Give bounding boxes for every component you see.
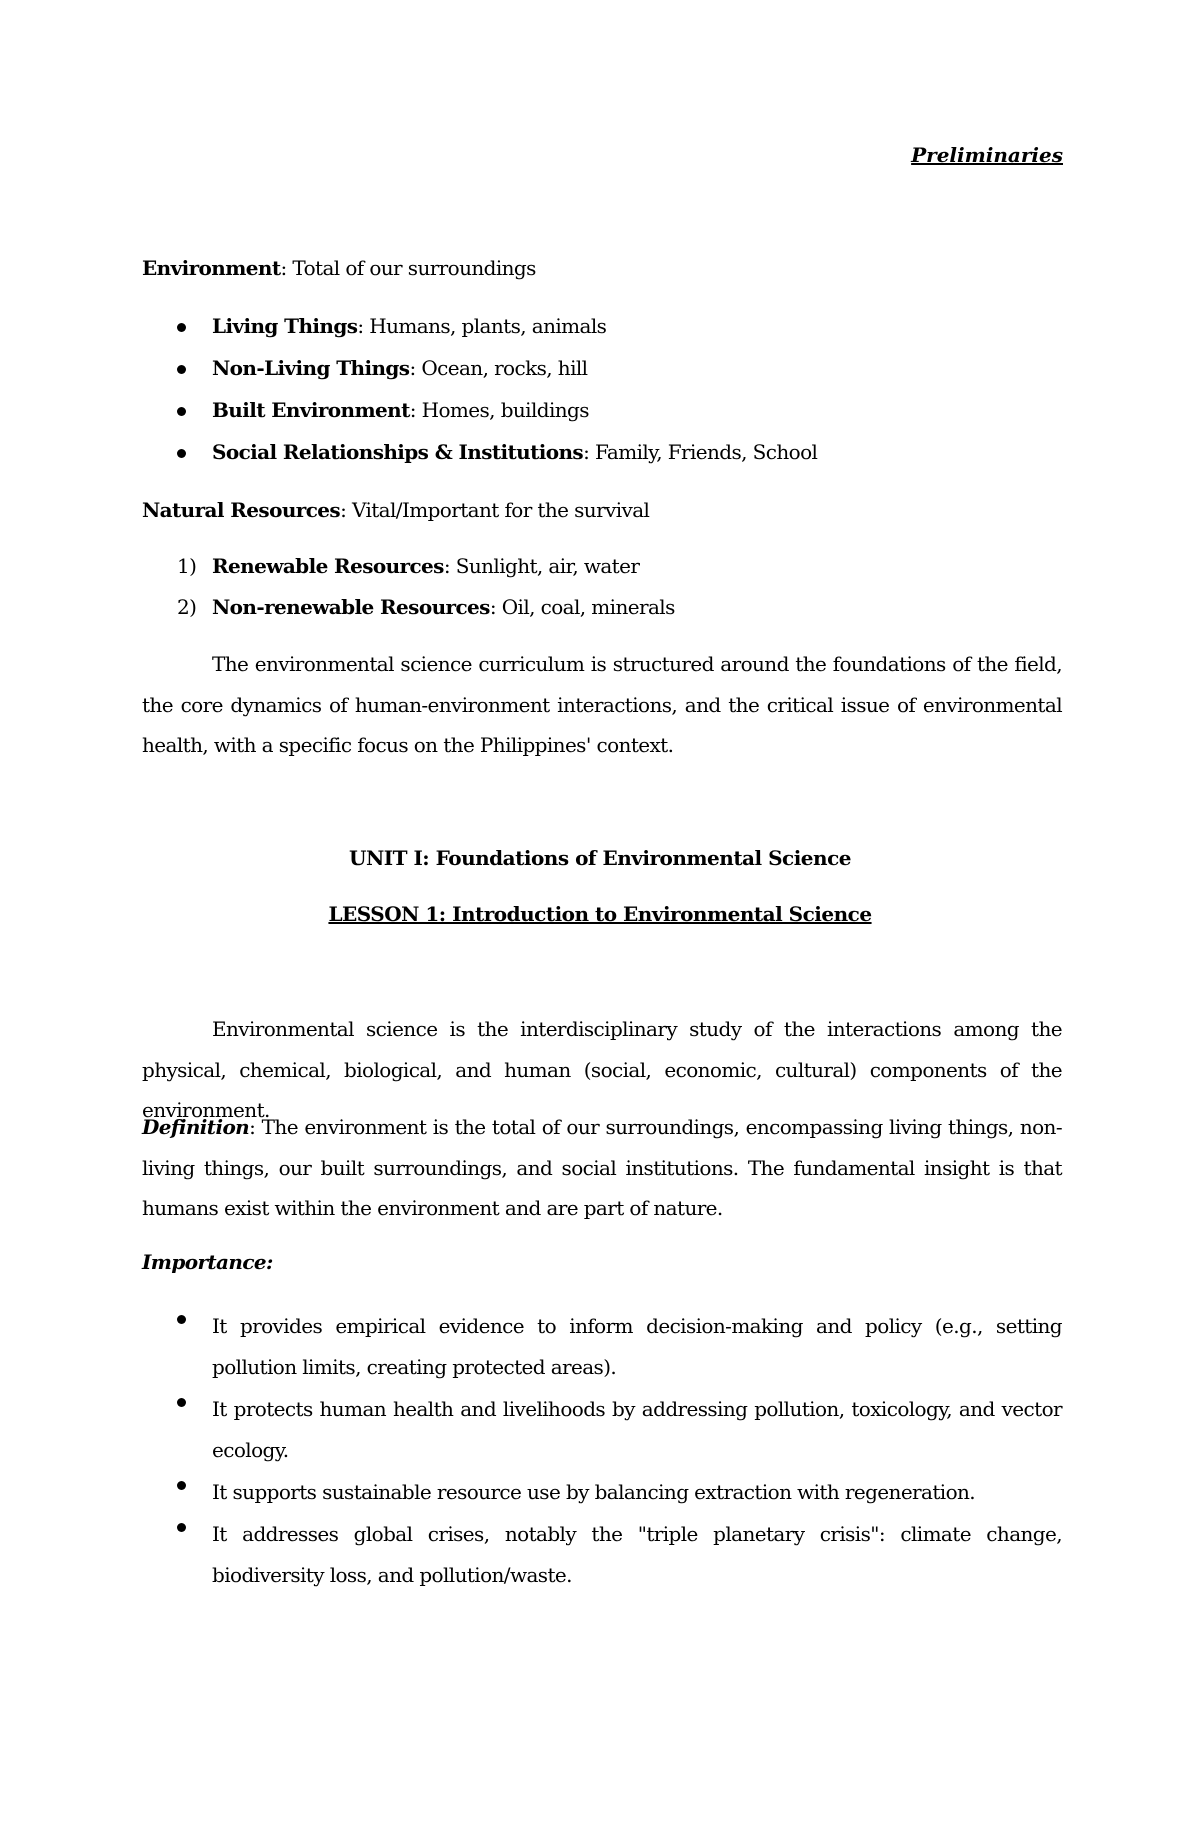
list-item-term: Living Things <box>212 314 358 338</box>
intro-text: Environmental science is the interdisciplinary study of the interactions among the physical, chemical, biological, and human (social, economic, cultural) components of the environment. <box>142 1017 1062 1122</box>
bullet-icon <box>177 1315 186 1324</box>
numbered-item-term: Non-renewable Resources <box>212 595 490 619</box>
definition-label: Definition <box>142 1115 250 1139</box>
importance-label: Importance: <box>142 1250 273 1274</box>
list-item-text: It addresses global crises, notably the "triple planetary crisis": climate change, biodiversity loss, and pollution/waste. <box>212 1522 1062 1587</box>
bullet-icon <box>177 449 186 458</box>
natural-resources-definition: : Vital/Important for the survival <box>340 498 650 522</box>
list-item-text: It supports sustainable resource use by balancing extraction with regeneration. <box>212 1480 976 1504</box>
list-item-text: It protects human health and livelihoods by addressing pollution, toxicology, and vector ecology. <box>212 1397 1062 1462</box>
natural-resources-line <box>142 498 649 522</box>
curriculum-paragraph <box>142 644 1062 766</box>
list-item-text: : Ocean, rocks, hill <box>409 356 588 380</box>
list-item-term: Social Relationships & Institutions <box>212 440 584 464</box>
list-item-text: It provides empirical evidence to inform decision-making and policy (e.g., setting pollution limits, creating protected areas). <box>212 1314 1062 1379</box>
bullet-icon <box>177 407 186 416</box>
list-item-term: Non-Living Things <box>212 356 410 380</box>
item-number: 1) <box>177 554 197 578</box>
bullet-icon <box>177 1398 186 1407</box>
unit-title: UNIT I: Foundations of Environmental Science <box>349 846 851 870</box>
numbered-item-term: Renewable Resources <box>212 554 444 578</box>
environment-line <box>142 256 536 280</box>
bullet-icon <box>177 1481 186 1490</box>
list-item-term: Built Environment <box>212 398 410 422</box>
list-item <box>177 1389 1062 1471</box>
bullet-icon <box>177 365 186 374</box>
list-item <box>177 1514 1062 1596</box>
numbered-item-text: : Oil, coal, minerals <box>489 595 675 619</box>
curriculum-text: The environmental science curriculum is structured around the foundations of the field, the core dynamics of human-environment interactions, and the critical issue of environmental health, with a specific focus on the Philippines' context. <box>142 652 1062 757</box>
list-item-text: : Family, Friends, School <box>583 440 818 464</box>
list-item-text: : Humans, plants, animals <box>357 314 607 338</box>
definition-paragraph <box>142 1107 1062 1229</box>
list-item-text: : Homes, buildings <box>409 398 589 422</box>
list-item <box>177 1306 1062 1388</box>
bullet-icon <box>177 1523 186 1532</box>
page-header-title: Preliminaries <box>911 143 1063 167</box>
item-number: 2) <box>177 595 197 619</box>
bullet-icon <box>177 323 186 332</box>
list-item <box>177 1472 1062 1513</box>
numbered-item-text: : Sunlight, air, water <box>443 554 640 578</box>
definition-text: : The environment is the total of our surroundings, encompassing living things, non-living things, our built surroundings, and social institutions. The fundamental insight is that humans exist within the environment and are part of nature. <box>142 1115 1062 1220</box>
environment-term: Environment <box>142 256 281 280</box>
lesson-title: LESSON 1: Introduction to Environmental Science <box>328 902 872 926</box>
natural-resources-term: Natural Resources <box>142 498 341 522</box>
environment-definition: : Total of our surroundings <box>280 256 536 280</box>
